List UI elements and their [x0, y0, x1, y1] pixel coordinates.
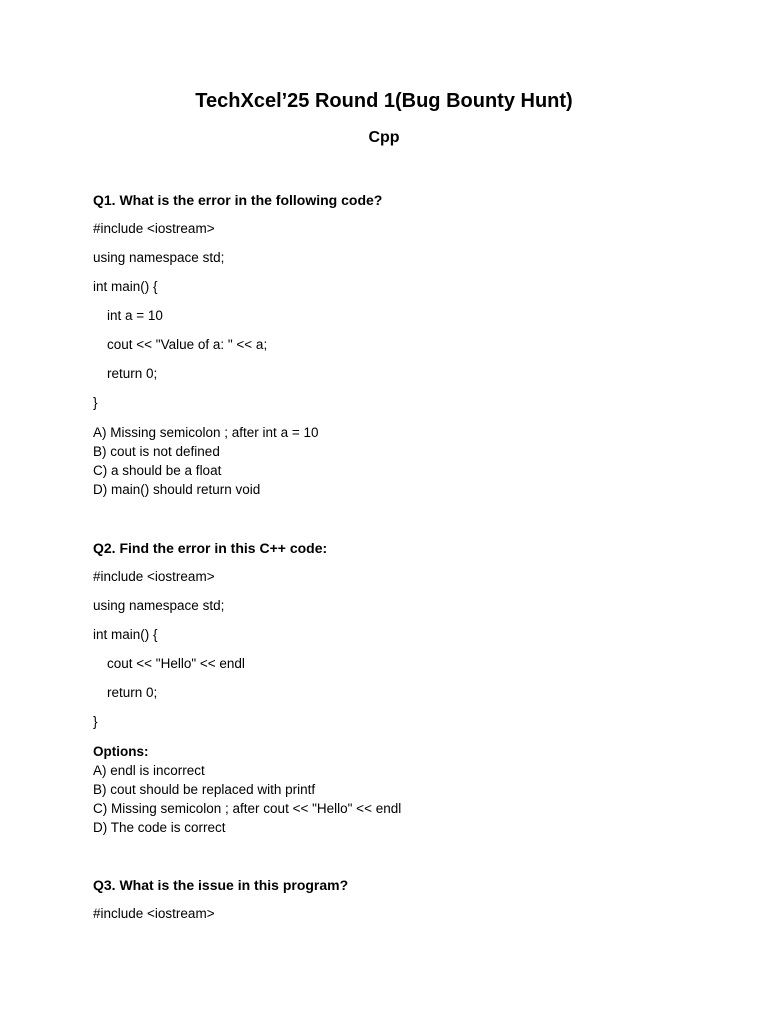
code-line: cout << "Hello" << endl — [107, 656, 245, 671]
code-line: return 0; — [107, 366, 158, 381]
options-list — [93, 742, 713, 837]
document-title: TechXcel’25 Round 1(Bug Bounty Hunt) — [195, 90, 573, 112]
question-3 — [93, 876, 713, 934]
question-heading: Q3. What is the issue in this program? — [93, 877, 349, 893]
code-line: int a = 10 — [107, 308, 163, 323]
option-a: A) Missing semicolon ; after int a = 10 — [93, 425, 319, 440]
document-subtitle: Cpp — [368, 129, 400, 146]
question-heading: Q1. What is the error in the following code? — [93, 192, 383, 208]
code-line: #include <iostream> — [93, 569, 215, 584]
code-line: using namespace std; — [93, 250, 225, 265]
code-line: cout << "Value of a: " << a; — [107, 337, 268, 352]
code-line: int main() { — [93, 279, 158, 294]
question-heading: Q2. Find the error in this C++ code: — [93, 540, 328, 556]
question-1 — [93, 191, 713, 499]
options-list — [93, 423, 713, 499]
option-b: B) cout should be replaced with printf — [93, 782, 316, 797]
option-d: D) main() should return void — [93, 482, 261, 497]
code-line: #include <iostream> — [93, 906, 215, 921]
option-c: C) Missing semicolon ; after cout << "Hello" << endl — [93, 801, 402, 816]
question-2 — [93, 539, 713, 837]
option-a: A) endl is incorrect — [93, 763, 205, 778]
option-d: D) The code is correct — [93, 820, 226, 835]
options-label: Options: — [93, 744, 149, 759]
code-line: int main() { — [93, 627, 158, 642]
option-b: B) cout is not defined — [93, 444, 220, 459]
code-line: #include <iostream> — [93, 221, 215, 236]
code-line: } — [93, 714, 98, 729]
code-line: using namespace std; — [93, 598, 225, 613]
code-line: } — [93, 395, 98, 410]
option-c: C) a should be a float — [93, 463, 222, 478]
code-line: return 0; — [107, 685, 158, 700]
